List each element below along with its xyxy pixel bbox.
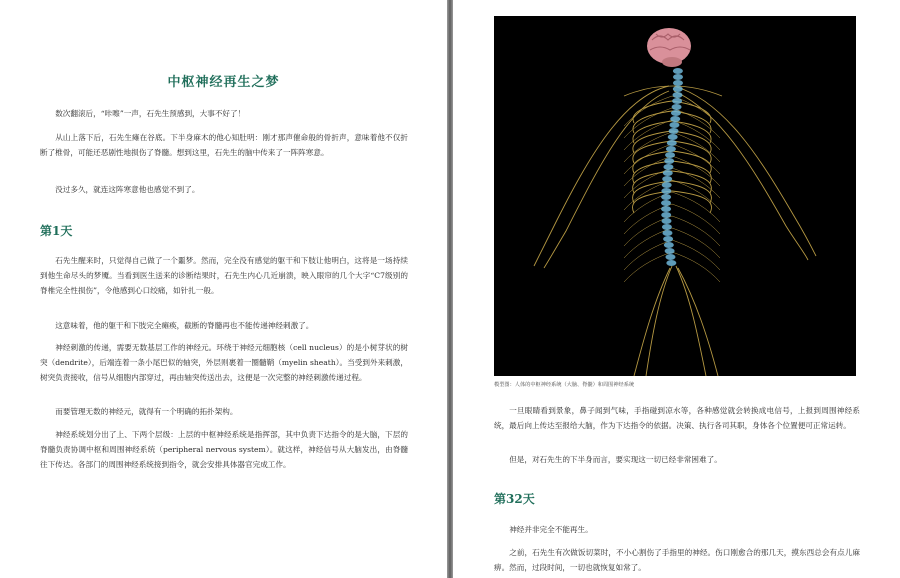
section-heading-day1: 第1天 xyxy=(40,224,73,238)
intro-paragraph-3: 没过多久，就连这阵寒意他也感觉不到了。 xyxy=(55,185,200,194)
day1-paragraph-1: 石先生醒来时，只觉得自己做了一个噩梦。然而，完全没有感觉的躯干和下肢让他明白，这将是一场持续到他生命尽头的梦魇。当看到医生送来的诊断结果时，石先生内心几近崩溃，映入眼帘的几个大字“C7级别的脊椎完全性损伤”，令他感到心口绞痛，如针扎一般。 xyxy=(40,256,408,295)
day1-paragraph-2: 这意味着，他的躯干和下肢完全瘫痪，截断的脊髓再也不能传递神经刺激了。 xyxy=(55,321,314,330)
right-paragraph-2: 但是，对石先生的下半身而言，要实现这一切已经非常困难了。 xyxy=(509,455,722,464)
left-page xyxy=(0,0,447,578)
nervous-system-illustration xyxy=(494,16,856,376)
right-paragraph-1: 一旦眼睛看到景象，鼻子闻到气味，手指碰到凉水等，各种感觉就会转换成电信号，上报到周围神经系统，最后向上传达至报给大脑，作为下达指令的依据。决策、执行各司其职，身体各个位置便可正常运转。 xyxy=(494,406,860,430)
intro-paragraph-1: 数次翻滚后，“咔嚓”一声，石先生预感到，大事不好了！ xyxy=(55,109,246,118)
figure-caption: 模型图：人体的中枢神经系统（大脑、脊髓）和周围神经系统 xyxy=(494,382,635,388)
day1-paragraph-4: 而要管理无数的神经元，就得有一个明确的拓扑架构。 xyxy=(55,407,238,416)
intro-paragraph-2: 从山上落下后，石先生瘫在谷底。下半身麻木的他心知肚明：刚才那声催命般的骨折声，意味着他不仅折断了椎骨，可能还恶剧性地损伤了脊髓。想到这里，石先生的脑中传来了一阵阵寒意。 xyxy=(40,133,408,157)
day32-paragraph-1: 神经并非完全不能再生。 xyxy=(509,525,593,534)
day1-paragraph-5: 神经系统划分出了上、下两个层级：上层的中枢神经系统是指挥部，其中负责下达指令的是大脑，下层的脊髓负责协调中枢和周围神经系统（peripheral nervous system）。就这样，神经信号从大脑发出，由脊髓往下传达。各部门的周围神经系统接到指令，就会安排具体器官完成工作。 xyxy=(40,430,408,469)
section-heading-day32: 第32天 xyxy=(494,492,535,506)
nervous-system-figure xyxy=(494,16,856,376)
right-page xyxy=(453,0,900,578)
day32-paragraph-2: 之前，石先生有次做饭切菜时，不小心割伤了手指里的神经。伤口刚愈合的那几天，摸东西总会有点儿麻痹。然而，过段时间，一切也就恢复如常了。 xyxy=(494,548,860,572)
day1-paragraph-3: 神经刺激的传递，需要无数基层工作的神经元。环绕于神经元细胞核（cell nucleus）的是小树芽状的树突（dendrite），后端连着一条小尾巴似的轴突，外层则裹着一圈髓鞘（myelin sheath）。当受到外来刺激，树突负责接收，信号从细胞内部穿过，再由轴突传送出去，这便是一次完整的神经刺激传递过程。 xyxy=(40,343,408,382)
chapter-title: 中枢神经再生之梦 xyxy=(167,74,280,90)
